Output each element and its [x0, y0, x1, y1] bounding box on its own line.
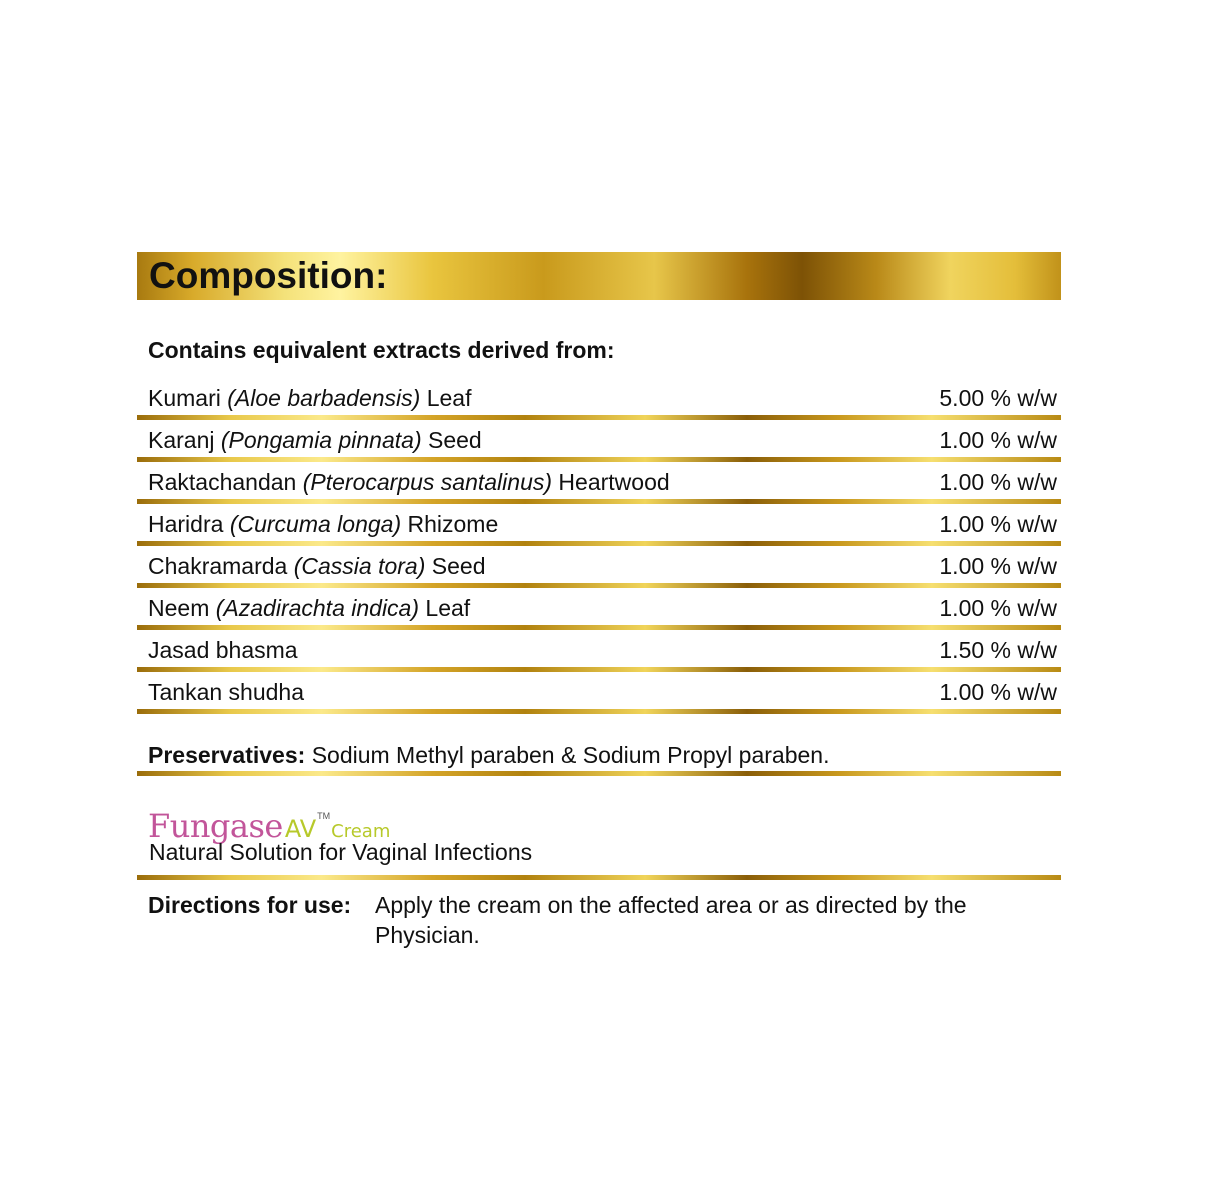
- ingredient-botanical-name: (Curcuma longa): [229, 511, 402, 537]
- ingredient-amount: 1.00 % w/w: [939, 553, 1057, 579]
- ingredient-part: Leaf: [425, 595, 471, 621]
- composition-panel: [137, 252, 1061, 960]
- ingredient-name: [148, 552, 486, 580]
- brand-name: Fungase: [148, 807, 283, 845]
- ingredient-amount: 1.00 % w/w: [939, 679, 1057, 705]
- ingredient-botanical-name: (Azadirachta indica): [215, 595, 420, 621]
- preservatives-label: Preservatives:: [148, 742, 306, 768]
- ingredient-part: Seed: [431, 553, 486, 579]
- preservatives-text: [148, 741, 829, 769]
- brand-section: [137, 776, 1061, 880]
- ingredient-name: [148, 594, 470, 622]
- ingredient-row: [137, 420, 1061, 462]
- ingredient-row: [137, 630, 1061, 672]
- ingredient-common-name: Raktachandan: [148, 469, 297, 495]
- ingredient-name: [148, 678, 304, 706]
- ingredient-common-name: Karanj: [148, 427, 215, 453]
- ingredient-row: [137, 504, 1061, 546]
- ingredient-amount: 1.00 % w/w: [939, 469, 1057, 495]
- ingredient-botanical-name: (Pongamia pinnata): [220, 427, 422, 453]
- brand-form: Cream: [331, 821, 391, 842]
- brand-variant: AV: [284, 815, 317, 843]
- ingredient-part: Heartwood: [558, 469, 670, 495]
- ingredient-name: [148, 468, 670, 496]
- composition-header-bar: [137, 252, 1061, 300]
- ingredient-amount: 1.00 % w/w: [939, 595, 1057, 621]
- ingredient-common-name: Haridra: [148, 511, 224, 537]
- ingredient-part: Rhizome: [407, 511, 499, 537]
- ingredient-common-name: Tankan shudha: [148, 679, 305, 705]
- ingredient-common-name: Neem: [148, 595, 210, 621]
- ingredient-row: [137, 672, 1061, 714]
- extracts-subtitle: Contains equivalent extracts derived from:: [148, 337, 615, 363]
- ingredient-common-name: Jasad bhasma: [148, 637, 298, 663]
- trademark-symbol: TM: [317, 811, 331, 821]
- directions-text: Apply the cream on the affected area or as directed by the Physician.: [375, 892, 967, 948]
- ingredient-row: [137, 588, 1061, 630]
- ingredient-name: [148, 384, 471, 412]
- ingredient-row: [137, 462, 1061, 504]
- ingredient-botanical-name: (Cassia tora): [293, 553, 426, 579]
- ingredient-name: [148, 636, 298, 664]
- brand-tagline: Natural Solution for Vaginal Infections: [149, 839, 533, 865]
- ingredient-row: [137, 378, 1061, 420]
- ingredient-part: Seed: [428, 427, 482, 453]
- directions-section: [137, 880, 1061, 960]
- ingredient-amount: 1.00 % w/w: [939, 511, 1057, 537]
- ingredient-part: Leaf: [426, 385, 472, 411]
- preservatives-value: Sodium Methyl paraben & Sodium Propyl paraben.: [311, 742, 830, 768]
- ingredient-name: [148, 426, 482, 454]
- ingredient-amount: 5.00 % w/w: [939, 385, 1057, 411]
- ingredient-amount: 1.00 % w/w: [939, 427, 1057, 453]
- ingredient-botanical-name: (Aloe barbadensis): [227, 385, 421, 411]
- ingredient-name: [148, 510, 498, 538]
- composition-title: Composition:: [149, 255, 388, 296]
- ingredients-list: [137, 378, 1061, 714]
- directions-label: Directions for use:: [148, 892, 352, 918]
- ingredient-common-name: Kumari: [148, 385, 221, 411]
- ingredient-botanical-name: (Pterocarpus santalinus): [302, 469, 553, 495]
- preservatives-section: [137, 714, 1061, 776]
- ingredient-common-name: Chakramarda: [148, 553, 288, 579]
- ingredient-row: [137, 546, 1061, 588]
- ingredient-amount: 1.50 % w/w: [939, 637, 1057, 663]
